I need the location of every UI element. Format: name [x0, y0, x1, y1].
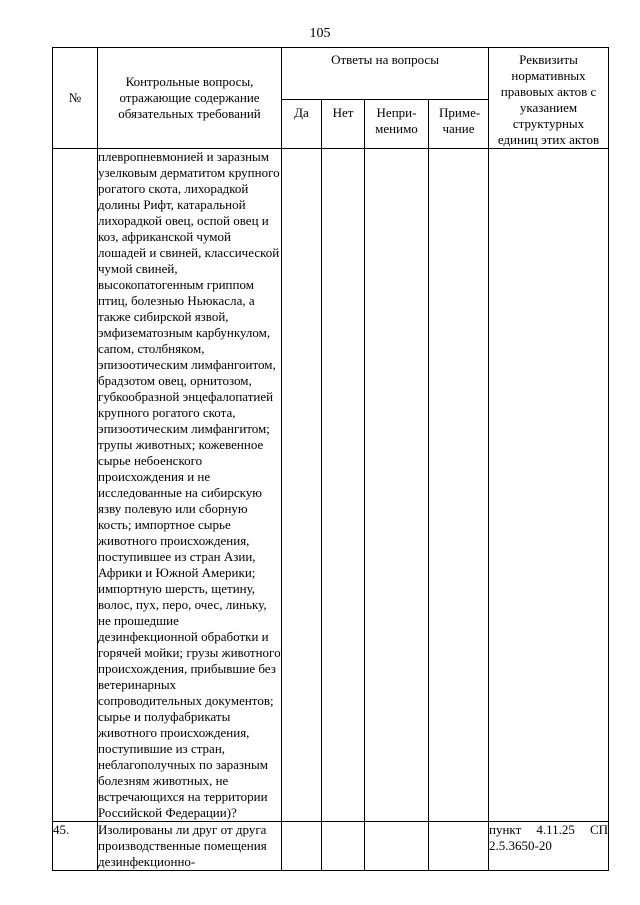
- answer-yes-cell: [282, 149, 322, 822]
- row-number: 45.: [53, 822, 98, 871]
- header-note: Приме- чание: [429, 100, 489, 149]
- checklist-table: [52, 47, 609, 871]
- header-requisites: Реквизиты нормативных правовых актов с указанием структурных единиц этих актов: [489, 48, 609, 149]
- requisites-cell: [489, 149, 609, 822]
- header-no: Нет: [322, 100, 365, 149]
- header-not-applicable: Непри- менимо: [365, 100, 429, 149]
- requisites-cell: пункт 4.11.25 СП 2.5.3650-20: [489, 822, 609, 871]
- answer-note-cell: [429, 822, 489, 871]
- header-row-top: [53, 48, 609, 100]
- question-cell: Изолированы ли друг от друга производственные помещения дезинфекционно-: [98, 822, 282, 871]
- question-cell: плевропневмонией и заразным узелковым дерматитом крупного рогатого скота, лихорадкой долины Рифт, катаральной лихорадкой овец, оспой овец и коз, африканской чумой лошадей и свиней, классической чумой свиней, высокопатогенным гриппом птиц, болезнью Ньюкасла, а также сибирской язвой, эмфизематозным карбункулом, сапом, столбняком, эпизоотическим лимфангоитом, брадзотом овец, орнитозом, губкообразной энцефалопатией крупного рогатого скота, эпизоотическим лимфангитом; трупы животных; кожевенное сырье небоенского происхождения и не исследованные на сибирскую язву полевую или сборную кость; импортное сырье животного происхождения, поступившее из стран Азии, Африки и Южной Америки; импортную шерсть, щетину, волос, пух, перо, очес, линьку, не прошедшие дезинфекционной обработки и горячей мойки; грузы животного происхождения, прибывшие без ветеринарных сопроводительных документов; сырье и полуфабрикаты животного происхождения, поступившие из стран, неблагополучных по заразным болезням животных, не встречающихся на территории Российской Федерации)?: [98, 149, 281, 820]
- answer-not-applicable-cell: [365, 822, 429, 871]
- answer-no-cell: [322, 822, 365, 871]
- answer-note-cell: [429, 149, 489, 822]
- row-number: [53, 149, 98, 822]
- header-num: №: [53, 48, 98, 149]
- header-questions: Контрольные вопросы, отражающие содержание обязательных требований: [98, 48, 282, 149]
- header-yes: Да: [282, 100, 322, 149]
- header-answers: Ответы на вопросы: [282, 48, 489, 100]
- answer-yes-cell: [282, 822, 322, 871]
- answer-no-cell: [322, 149, 365, 822]
- page-number: 105: [309, 26, 331, 41]
- answer-not-applicable-cell: [365, 149, 429, 822]
- table-row: [53, 149, 609, 822]
- table-row: [53, 822, 609, 871]
